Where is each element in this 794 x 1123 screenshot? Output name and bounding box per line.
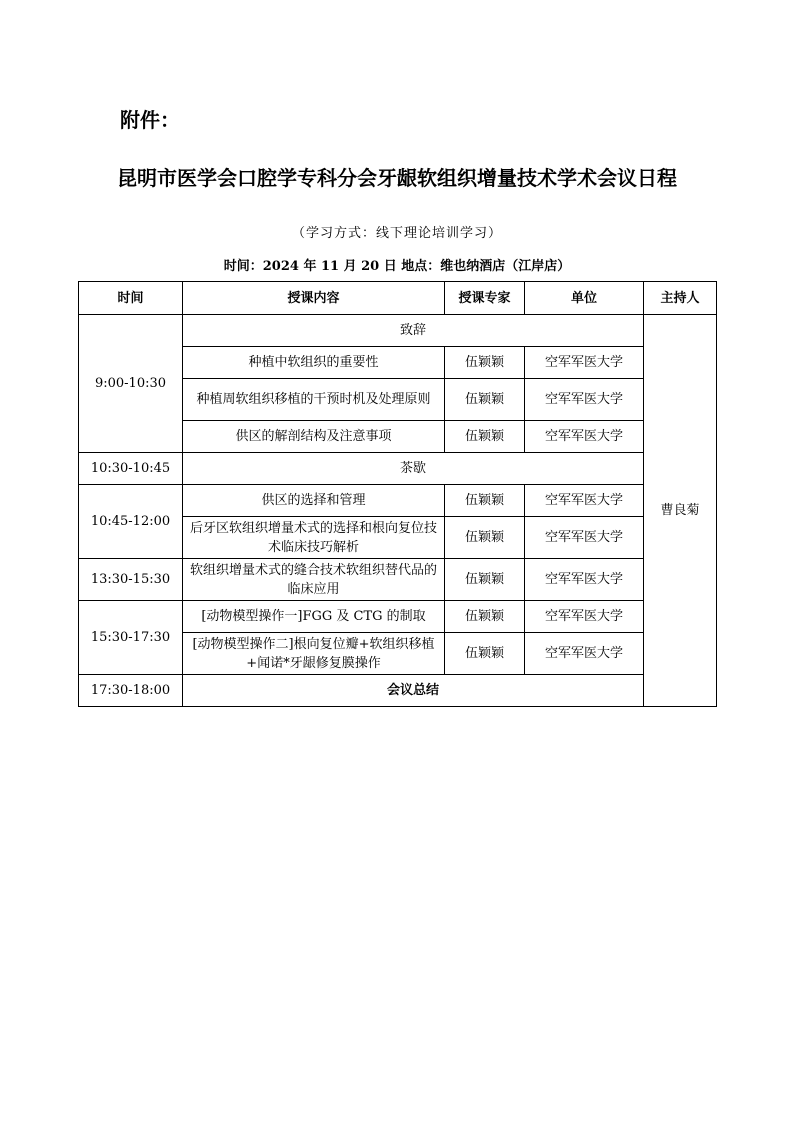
header-time: 时间: [79, 282, 183, 315]
session-content: 后牙区软组织增量术式的选择和根向复位技术临床技巧解析: [183, 517, 445, 559]
time-and-place: 时间：2024 年 11 月 20 日 地点：维也纳酒店（江岸店）: [223, 259, 571, 274]
header-host: 主持人: [644, 282, 717, 315]
table-row: [79, 453, 717, 485]
session-content: [动物模型操作一]FGG 及 CTG 的制取: [183, 601, 445, 633]
attachment-label: 附件：: [120, 108, 180, 132]
table-header-row: [79, 282, 717, 315]
schedule-table: [78, 281, 717, 707]
host-name: 曹良菊: [644, 315, 717, 707]
slot-time: 10:45-12:00: [79, 485, 183, 559]
header-expert: 授课专家: [445, 282, 525, 315]
session-content: 软组织增量术式的缝合技术软组织替代品的临床应用: [183, 559, 445, 601]
table-row: [79, 601, 717, 633]
session-expert: 伍颖颖: [445, 517, 525, 559]
session-content: 会议总结: [183, 675, 644, 707]
session-expert: 伍颖颖: [445, 379, 525, 421]
session-unit: 空军军医大学: [525, 347, 644, 379]
session-unit: 空军军医大学: [525, 633, 644, 675]
session-content: [动物模型操作二]根向复位瓣+软组织移植+闻诺*牙龈修复膜操作: [183, 633, 445, 675]
document-title: 昆明市医学会口腔学专科分会牙龈软组织增量技术学术会议日程: [117, 166, 677, 190]
session-content: 供区的选择和管理: [183, 485, 445, 517]
session-unit: 空军军医大学: [525, 379, 644, 421]
session-unit: 空军军医大学: [525, 559, 644, 601]
slot-time: 9:00-10:30: [79, 315, 183, 453]
session-content: 致辞: [183, 315, 644, 347]
session-content: 种植周软组织移植的干预时机及处理原则: [183, 379, 445, 421]
session-unit: 空军军医大学: [525, 517, 644, 559]
session-content: 茶歇: [183, 453, 644, 485]
table-row: [79, 315, 717, 347]
header-content: 授课内容: [183, 282, 445, 315]
session-content: 种植中软组织的重要性: [183, 347, 445, 379]
session-expert: 伍颖颖: [445, 421, 525, 453]
slot-time: 10:30-10:45: [79, 453, 183, 485]
table-row: [79, 675, 717, 707]
slot-time: 17:30-18:00: [79, 675, 183, 707]
session-expert: 伍颖颖: [445, 601, 525, 633]
session-unit: 空军军医大学: [525, 421, 644, 453]
slot-time: 15:30-17:30: [79, 601, 183, 675]
header-unit: 单位: [525, 282, 644, 315]
table-row: [79, 559, 717, 601]
session-expert: 伍颖颖: [445, 633, 525, 675]
session-expert: 伍颖颖: [445, 559, 525, 601]
session-expert: 伍颖颖: [445, 347, 525, 379]
slot-time: 13:30-15:30: [79, 559, 183, 601]
session-unit: 空军军医大学: [525, 485, 644, 517]
learning-mode-subtitle: （学习方式：线下理论培训学习）: [291, 226, 502, 241]
session-content: 供区的解剖结构及注意事项: [183, 421, 445, 453]
table-row: [79, 485, 717, 517]
session-expert: 伍颖颖: [445, 485, 525, 517]
session-unit: 空军军医大学: [525, 601, 644, 633]
